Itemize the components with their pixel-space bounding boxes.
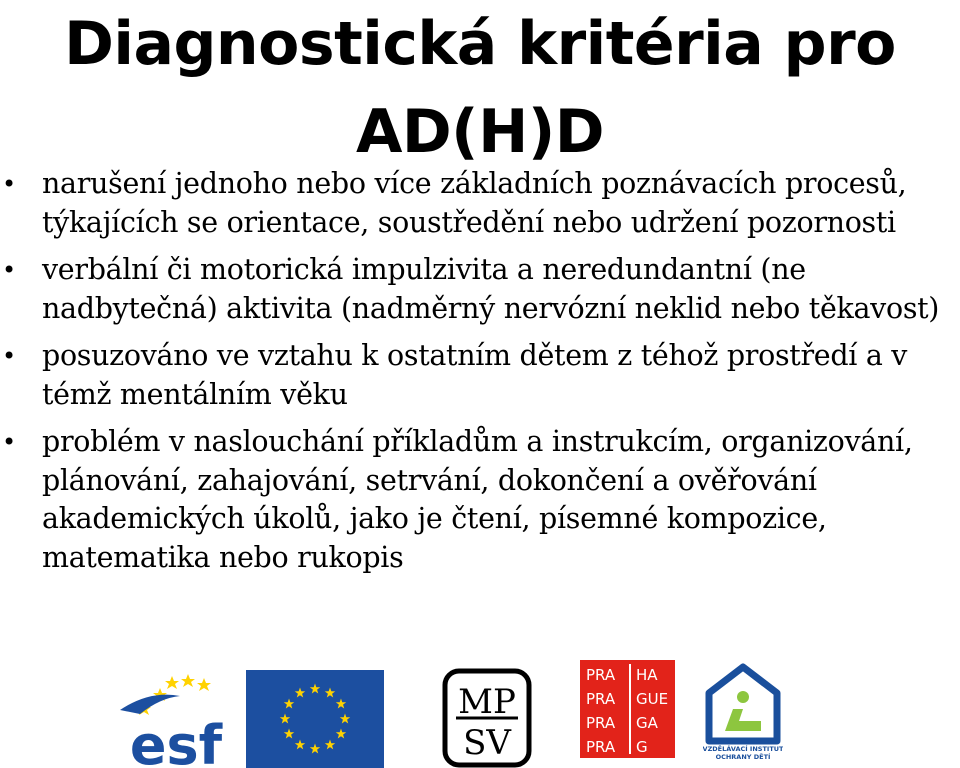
- bullet-item: [0, 251, 960, 328]
- praha-row-2-left: PRA: [586, 690, 616, 708]
- mpsv-logo-top: MP: [458, 682, 516, 722]
- title-line-2: AD(H)D: [355, 97, 605, 167]
- praha-row-4-right: G: [636, 738, 648, 756]
- praha-row-1-right: HA: [636, 666, 658, 684]
- bullet-marker: •: [2, 342, 17, 370]
- vioc-logo-line-2: OCHRANY DĚTÍ: [715, 753, 771, 761]
- vioc-logo: [703, 663, 783, 761]
- bullet-marker: •: [2, 170, 17, 198]
- bullet-item: [0, 165, 960, 242]
- vioc-figure-head: [737, 691, 749, 703]
- mpsv-logo: [442, 668, 532, 768]
- esf-logo-text: esf: [129, 714, 223, 768]
- praha-row-3-right: GA: [636, 714, 658, 732]
- bullet-marker: •: [2, 428, 17, 456]
- praha-row-2-right: GUE: [636, 690, 669, 708]
- bullet-list: [0, 165, 960, 586]
- vioc-logo-line-1: VZDĚLÁVACÍ INSTITUT: [703, 745, 783, 753]
- bullet-text: posuzováno ve vztahu k ostatním dětem z téhož prostředí a v témž mentálním věku: [42, 339, 908, 411]
- eu-flag-logo: [246, 670, 384, 768]
- bullet-item: [0, 337, 960, 414]
- bullet-marker: •: [2, 256, 17, 284]
- bullet-text: verbální či motorická impulzivita a neredundantní (ne nadbytečná) aktivita (nadměrný nervózní neklid nebo těkavost): [42, 253, 940, 325]
- praha-row-1-left: PRA: [586, 666, 616, 684]
- logo-strip: [0, 655, 960, 768]
- esf-logo: [120, 670, 232, 768]
- esf-stars: [137, 674, 211, 715]
- bullet-text: narušení jednoho nebo více základních poznávacích procesů, týkajících se orientace, soustředění nebo udržení pozornosti: [42, 167, 907, 239]
- praha-row-4-left: PRA: [586, 738, 616, 756]
- praha-row-3-left: PRA: [586, 714, 616, 732]
- bullet-text: problém v naslouchání příkladům a instrukcím, organizování, plánování, zahajování, setrvání, dokončení a ověřování akademických úkolů, jako je čtení, písemné kompozice, matematika nebo rukopis: [42, 425, 913, 574]
- bullet-item: [0, 423, 960, 577]
- vioc-figure-body: [725, 709, 761, 731]
- praha-logo: [580, 660, 675, 758]
- mpsv-logo-bottom: SV: [463, 723, 511, 763]
- title-line-1: Diagnostická kritéria pro: [64, 9, 896, 79]
- slide-title: [0, 0, 960, 176]
